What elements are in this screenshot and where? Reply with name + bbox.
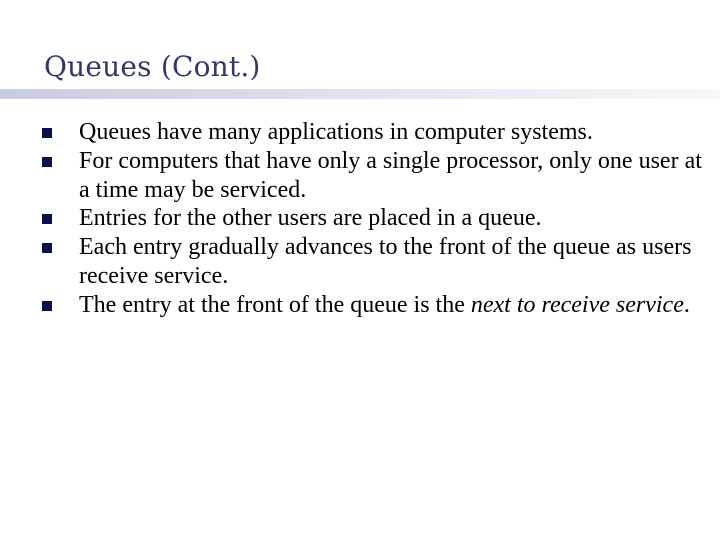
bullet-item xyxy=(42,291,702,320)
square-bullet-icon xyxy=(42,301,52,311)
square-bullet-icon xyxy=(42,128,52,138)
bullet-item xyxy=(42,147,702,205)
bullet-text-plain: The entry at the front of the queue is the xyxy=(79,291,471,318)
square-bullet-icon xyxy=(42,157,52,167)
square-bullet-icon xyxy=(42,243,52,253)
bullet-item xyxy=(42,233,702,291)
bullet-text: For computers that have only a single processor, only one user at a time may be serviced. xyxy=(79,147,702,203)
bullet-item xyxy=(42,204,702,233)
bullet-text: Each entry gradually advances to the front of the queue as users receive service. xyxy=(79,234,692,289)
bullet-text: Entries for the other users are placed in a queue. xyxy=(79,205,542,232)
bullet-text: Queues have many applications in computer systems. xyxy=(79,119,593,145)
bullet-text-end: . xyxy=(683,291,690,318)
bullet-text xyxy=(79,292,690,318)
square-bullet-icon xyxy=(42,214,52,224)
title-divider xyxy=(0,89,720,99)
bullet-list xyxy=(42,118,702,320)
slide-title: Queues (Cont.) xyxy=(44,50,261,83)
bullet-item xyxy=(42,118,702,147)
bullet-text-italic: next to receive service xyxy=(470,291,684,318)
